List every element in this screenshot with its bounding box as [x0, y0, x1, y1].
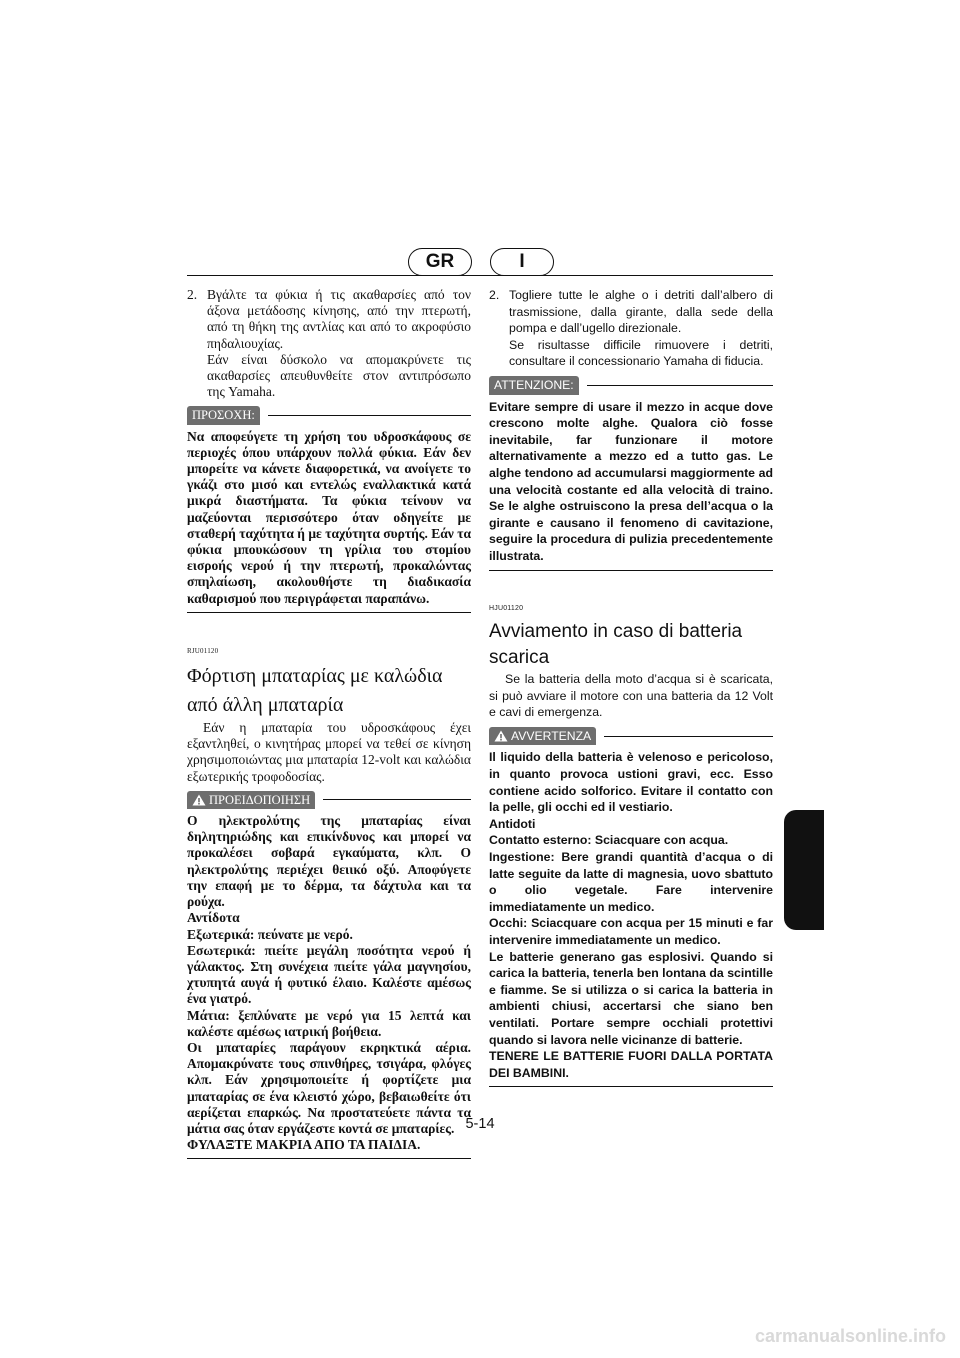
warning-text [187, 813, 471, 1153]
step-2 [187, 287, 471, 400]
caution-paragraph: Να αποφεύγετε τη χρήση του υδροσκάφους σε περιοχές όπου υπάρχουν πολλά φύκια. Εάν δεν μπορείτε να κάνετε διαφορετικά, να ανοίγετε το γκάζι στο μισό και εντελώς εναλλακτικά κατά μικρά διαστήματα. Τα φύκια τείνουν να μαζεύονται περισσότερο όταν οδηγείτε με σταθερή ταχύτητα ή με ταχύτητα συρτής. Εάν τα φύκια μπουκώσουν τη γρίλια του στομίου εισροής νερού ή την πτερωτή, προκαλώντας σπηλαίωση, ακολουθήστε τη διαδικασία καθαρισμού που περιγράφεται παραπάνω. [187, 428, 471, 606]
warning-rule [323, 799, 471, 800]
step-text: Togliere tutte le alghe o i detriti dall’albero di trasmissione, dalla girante, dalla sede della pompa e dall’ugello direzionale. [509, 288, 773, 336]
caution-text [187, 429, 471, 607]
warning-paragraph: Ingestione: Bere grandi quantità d’acqua o di latte seguite da latte di magnesia, uovo sbattuto o olio vegetale. Fare intervenire immediatamente un medico. [489, 850, 773, 914]
caution-header [489, 376, 773, 395]
warning-end-rule [489, 1086, 773, 1087]
section-code: RJU01120 [187, 646, 219, 655]
section-intro: Se la batteria della moto d’acqua si è scaricata, si può avviare il motore con una batteria da 12 Volt e cavi di emergenza. [489, 672, 773, 720]
step-text: Βγάλτε τα φύκια ή τις ακαθαρσίες από τον άξονα μετάδοσης κίνησης, από την πτερωτή, από τη θήκη της αντλίας και από το ακροφύσιο πηδαλιουχίας. [207, 287, 471, 351]
caution-header [187, 406, 471, 424]
section-code: HJU01120 [489, 604, 524, 612]
page-header [187, 248, 773, 278]
step-number: 2. [489, 288, 500, 302]
warning-paragraph: Il liquido della batteria è velenoso e pericoloso, in quanto provoca ustioni gravi, ecc. Esso contiene acido solforico. Evitare il contatto con la pelle, gli occhi ed il vestiario. [489, 750, 773, 815]
section-heading [187, 662, 471, 720]
warning-label-box [489, 727, 596, 746]
warning-text [489, 749, 773, 1081]
warning-paragraph: TENERE LE BATTERIE FUORI DALLA PORTATA DEI BAMBINI. [489, 1049, 773, 1080]
language-badge-gr: GR [408, 248, 472, 276]
heading-line-2: scarica [489, 647, 550, 669]
warning-label-box [187, 791, 315, 809]
warning-paragraph: Μάτια: ξεπλύνατε με νερό για 15 λεπτά και καλέστε αμέσως ιατρική βοήθεια. [187, 1007, 471, 1039]
header-rule [187, 275, 773, 276]
caution-label: ATTENZIONE: [489, 376, 579, 395]
warning-paragraph: Οι μπαταρίες παράγουν εκρηκτικά αέρια. Απομακρύνατε τους σπινθήρες, τσιγάρα, φλόγες κλπ. Εάν χρησιμοποιείτε ή φορτίζετε μια μπαταρίας σε ένα κλειστό χώρο, βεβαιωθείτε ότι αερίζεται επαρκώς. Να προστατεύετε πάντα τα μάτια σας όταν εργάζεστε κοντά σε μπαταρίες. [187, 1039, 471, 1136]
warning-header [489, 727, 773, 746]
language-badge-it: I [490, 248, 554, 276]
warning-paragraph: Le batterie generano gas esplosivi. Quando si carica la batteria, tenerla ben lontana da scintille e fiamme. Se si utilizza o si carica la batteria in ambienti chiusi, accertarsi che siano ben ventilati. Portare sempre occhiali protettivi quando si lavora nelle vicinanze di batterie. [489, 949, 773, 1047]
warning-triangle-icon [494, 730, 508, 742]
caution-text [489, 399, 773, 565]
warning-label: AVVERTENZA [511, 728, 592, 743]
warning-paragraph: Contatto esterno: Sciacquare con acqua. [489, 833, 729, 848]
heading-line-1: Φόρτιση μπαταρίας με καλώδια [187, 665, 443, 688]
warning-paragraph: Αντίδοτα [187, 910, 240, 926]
warning-rule [604, 736, 773, 737]
step-text-2: Εάν είναι δύσκολο να απομακρύνετε τις ακαθαρσίες απευθυνθείτε στον αντιπρόσωπο της Yamaha. [207, 351, 471, 400]
section-intro: Εάν η μπαταρία του υδροσκάφους έχει εξαντληθεί, ο κινητήρας μπορεί να τεθεί σε κίνηση χρησιμοποιώντας μια μπαταρία 12-volt και καλώδια εξωτερικής τροφοδοσίας. [187, 720, 471, 784]
step-text-2: Se risultasse difficile rimuovere i detriti, consultare il concessionario Yamaha di fiducia. [509, 337, 773, 369]
caution-rule [268, 415, 471, 416]
watermark: carmanualsonline.info [754, 1326, 946, 1346]
page-number: 5-14 [465, 1116, 495, 1132]
warning-paragraph: Εξωτερικά: πεύνατε με νερό. [187, 926, 353, 942]
greek-column [187, 287, 471, 1159]
warning-triangle-icon [192, 794, 206, 806]
caution-end-rule [489, 570, 773, 571]
warning-paragraph: ΦΥΛΑΞΤΕ ΜΑΚΡΙΑ ΑΠΟ ΤΑ ΠΑΙΔΙΑ. [187, 1137, 421, 1153]
step-2 [489, 287, 773, 370]
warning-paragraph: Antidoti [489, 816, 536, 831]
caution-rule [587, 385, 773, 386]
warning-end-rule [187, 1158, 471, 1159]
step-number: 2. [187, 287, 198, 302]
italian-column [489, 287, 773, 1087]
warning-paragraph: Ο ηλεκτρολύτης της μπαταρίας είναι δηλητηριώδης και επικίνδυνος και μπορεί να προκαλέσει σοβαρά εγκαύματα, κλπ. Ο ηλεκτρολύτης περιέχει θειικό οξύ. Αποφύγετε την επαφή με το δέρμα, τα δάχτυλα και τα ρούχα. [187, 813, 471, 910]
warning-paragraph: Occhi: Sciacquare con acqua per 15 minuti e far intervenire immediatamente un medico. [489, 916, 773, 947]
warning-header [187, 791, 471, 809]
caution-paragraph: Evitare sempre di usare il mezzo in acque dove crescono molte alghe. Qualora ciò fosse inevitabile, far funzionare il motore alternativamente a mezzo ed a tutto gas. Le alghe tendono ad accumularsi maggiormente ad una velocità costante ed alla velocità di traino. Se le alghe ostruiscono la presa dell’acqua o la girante e causano il fenomeno di cavitazione, seguire la procedura di pulizia precedentemente illustrata. [489, 399, 773, 563]
caution-label: ΠΡΟΣΟΧΗ: [187, 406, 260, 424]
section-heading [489, 619, 773, 671]
heading-line-2: από άλλη μπαταρία [187, 694, 344, 717]
warning-paragraph: Εσωτερικά: πιείτε μεγάλη ποσότητα νερού ή γάλακτος. Στη συνέχεια πιείτε γάλα μαγνησίου, χτυπητά αυγά ή φυτικό έλαιο. Καλέστε αμέσως ένα γιατρό. [187, 942, 471, 1007]
heading-line-1: Avviamento in caso di batteria [489, 621, 743, 643]
chapter-thumb-tab [784, 810, 824, 930]
caution-end-rule [187, 612, 471, 613]
warning-label: ΠΡΟΕΙΔΟΠΟΙΗΣΗ [209, 792, 311, 807]
